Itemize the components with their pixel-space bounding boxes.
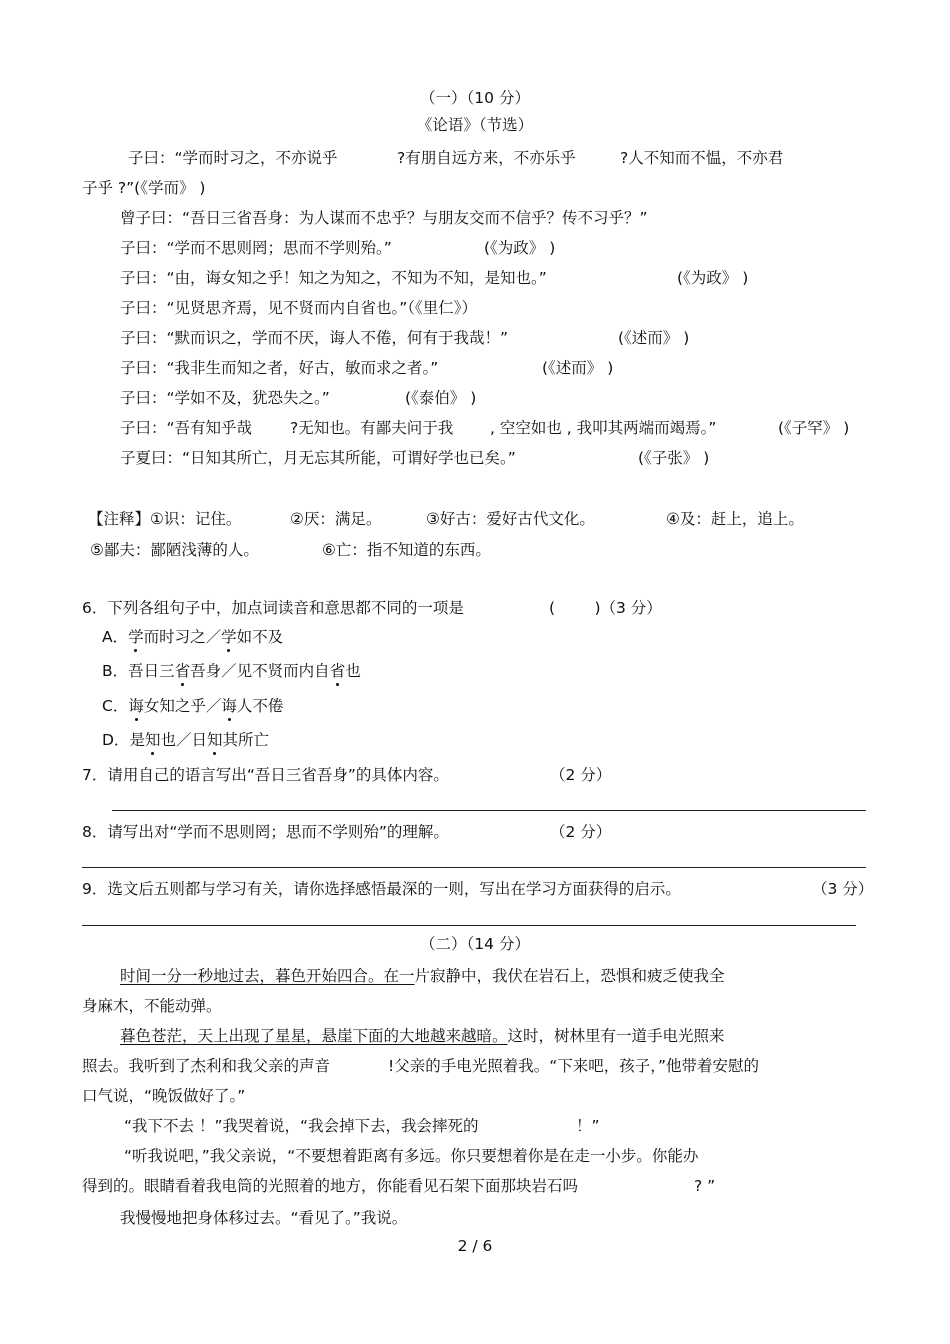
paragraph-line: ！” — [576, 1117, 600, 1135]
passage-line: 子乎 ?”(《学而》 ) — [82, 179, 206, 197]
passage-line: ?无知也。有鄙夫问于我 — [290, 419, 454, 437]
passage-line: ?人不知而不愠，不亦君 — [620, 149, 784, 167]
passage-line: 子曰：“学而时习之，不亦说乎 — [128, 149, 338, 167]
answer-line[interactable] — [82, 925, 856, 926]
passage-line: , 空空如也 , 我叩其两端而竭焉。” — [490, 419, 717, 437]
answer-paren: ( )（3 分） — [549, 599, 662, 617]
source-citation: (《为政》 ) — [484, 239, 556, 257]
paragraph-line: 我慢慢地把身体移过去。“看见了。”我说。 — [120, 1209, 408, 1227]
paragraph-line: “听我说吧，”我父亲说，“不要想着距离有多远。你只要想着你是在走一小步。你能办 — [124, 1147, 699, 1165]
option-b: B．吾日三省吾身／见不贤而内自省也 — [102, 662, 361, 680]
question-6: 6．下列各组句子中，加点词读音和意思都不同的一项是 — [82, 599, 464, 617]
answer-line[interactable] — [82, 867, 866, 868]
section1-header: （一）（10 分） — [420, 89, 530, 107]
passage-line: 子夏曰：“日知其所亡，月无忘其所能，可谓好学也已矣。” — [120, 449, 516, 467]
passage-line: 曾子曰：“吾日三省吾身：为人谋而不忠乎？与朋友交而不信乎？传不习乎？” — [120, 209, 648, 227]
paragraph-line: 身麻木，不能动弹。 — [82, 997, 222, 1015]
source-citation: (《述而》 ) — [542, 359, 614, 377]
note: ④及：赶上，追上。 — [666, 510, 804, 528]
paragraph-line: 暮色苍茫，天上出现了星星，悬崖下面的大地越来越暗。这时，树林里有一道手电光照来 — [120, 1027, 725, 1045]
note: ⑥亡：指不知道的东西。 — [322, 541, 491, 559]
source-citation: (《子张》 ) — [638, 449, 710, 467]
score: （3 分） — [812, 880, 874, 898]
note: 【注释】①识：记住。 — [88, 510, 242, 528]
passage-line: 子曰：“我非生而知之者，好古，敏而求之者。” — [120, 359, 439, 377]
source-citation: (《为政》 ) — [677, 269, 749, 287]
paragraph-line: 时间一分一秒地过去，暮色开始四合。在一片寂静中，我伏在岩石上，恐惧和疲乏使我全 — [120, 967, 725, 985]
paragraph-line: 得到的。眼睛看着我电筒的光照着的地方，你能看见石架下面那块岩石吗 — [82, 1177, 579, 1195]
paragraph-line: ? ” — [694, 1177, 716, 1195]
paragraph-line: !父亲的手电光照着我。“下来吧，孩子，”他带着安慰的 — [388, 1057, 760, 1075]
page-number: 2 / 6 — [457, 1237, 493, 1255]
option-d: D．是知也／日知其所亡 — [102, 731, 270, 749]
passage-line: 子曰：“学如不及，犹恐失之。” — [120, 389, 330, 407]
passage-line: ?有朋自远方来，不亦乐乎 — [397, 149, 576, 167]
section2-header: （二）（14 分） — [420, 935, 530, 953]
note: ②厌：满足。 — [290, 510, 382, 528]
score: （2 分） — [550, 823, 612, 841]
paragraph-line: 照去。我听到了杰利和我父亲的声音 — [82, 1057, 331, 1075]
paragraph-line: 口气说，“晚饭做好了。” — [82, 1087, 246, 1105]
question-8: 8．请写出对“学而不思则罔；思而不学则殆”的理解。 — [82, 823, 449, 841]
passage-line: 子曰：“默而识之，学而不厌，诲人不倦，何有于我哉！” — [120, 329, 509, 347]
option-a: A．学而时习之／学如不及 — [102, 628, 284, 646]
question-9: 9．选文后五则都与学习有关，请你选择感悟最深的一则，写出在学习方面获得的启示。 — [82, 880, 681, 898]
section1-title: 《论语》（节选） — [416, 116, 534, 134]
passage-line: 子曰：“见贤思齐焉，见不贤而内自省也。”（《里仁》） — [120, 299, 478, 317]
note: ⑤鄙夫：鄙陋浅薄的人。 — [90, 541, 259, 559]
question-7: 7．请用自己的语言写出“吾日三省吾身”的具体内容。 — [82, 766, 449, 784]
score: （2 分） — [550, 766, 612, 784]
note: ③好古：爱好古代文化。 — [426, 510, 595, 528]
passage-line: 子曰：“由，诲女知之乎！知之为知之，不知为不知，是知也。” — [120, 269, 547, 287]
source-citation: (《子罕》 ) — [778, 419, 850, 437]
option-c: C．诲女知之乎／诲人不倦 — [102, 697, 284, 715]
source-citation: (《述而》 ) — [618, 329, 690, 347]
source-citation: (《泰伯》 ) — [405, 389, 477, 407]
passage-line: 子曰：“吾有知乎哉 — [120, 419, 253, 437]
paragraph-line: “我下不去 ！”我哭着说，“我会掉下去，我会摔死的 — [124, 1117, 479, 1135]
answer-line[interactable] — [112, 810, 866, 811]
passage-line: 子曰：“学而不思则罔；思而不学则殆。” — [120, 239, 392, 257]
